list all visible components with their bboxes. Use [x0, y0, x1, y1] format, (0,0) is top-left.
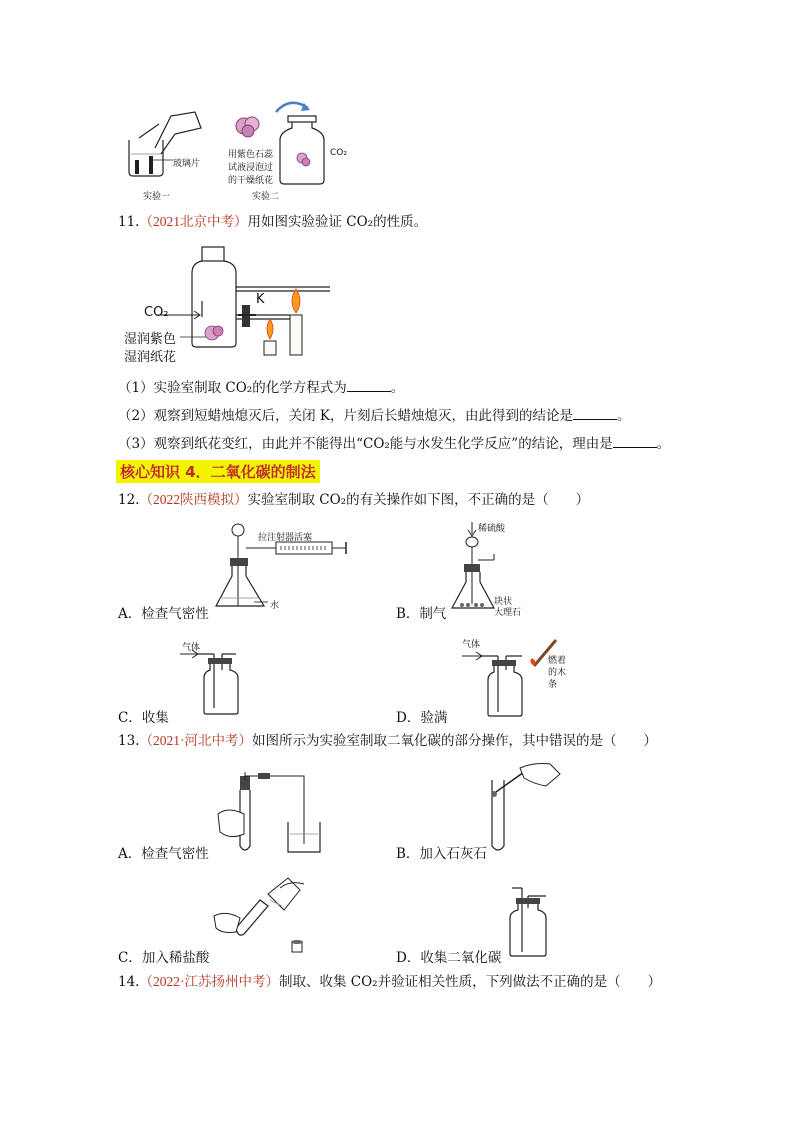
q13-figure-a — [214, 770, 326, 856]
flower-note-line3: 的干燥纸花 — [228, 176, 274, 186]
experiment-1-label: 实验一 — [143, 192, 171, 202]
question-number: 12. — [118, 492, 140, 508]
question-11 — [118, 212, 427, 232]
q12-stick-line3: 条 — [548, 680, 558, 690]
question-stem: 用如图实验验证 CO₂的性质。 — [247, 214, 428, 230]
q13-figure-c — [210, 870, 310, 960]
q11-sub1 — [118, 378, 404, 398]
flower-note-line1: 用紫色石蕊 — [228, 150, 274, 160]
q13-option-a[interactable]: A．检查气密性 — [118, 846, 209, 862]
flower-icon — [232, 114, 264, 140]
q12-water-label: 水 — [270, 601, 280, 611]
q12-stone-line2: 大理石 — [494, 608, 522, 618]
co2-jar-diagram — [268, 96, 328, 190]
q13-option-b[interactable]: B．加入石灰石 — [396, 846, 487, 862]
q12-acid-label: 稀硫酸 — [478, 524, 506, 534]
q11-sub1-end: 。 — [390, 380, 405, 396]
q12-d-gas-label: 气体 — [462, 640, 481, 650]
q13-figure-d — [502, 884, 552, 958]
q11-flower-line2: 湿润纸花 — [124, 350, 177, 365]
experiment-1-diagram — [125, 110, 205, 180]
q11-sub2-text: （2）观察到短蜡烛熄灭后，关闭 K，片刻后长蜡烛熄灭，由此得到的结论是 — [118, 408, 573, 424]
q12-option-d[interactable]: D．验满 — [396, 710, 448, 726]
q12-stone-line1: 块状 — [494, 597, 513, 607]
answer-blank[interactable] — [347, 379, 391, 392]
q11-sub3-text: （3）观察到纸花变红，由此并不能得出“CO₂能与水发生化学反应”的结论，理由是 — [118, 436, 613, 452]
flower-note-line2: 试液浸泡过 — [228, 163, 274, 173]
question-number: 14. — [118, 974, 140, 990]
q12-stick-line1: 燃着 — [548, 656, 567, 666]
experiment-2-label: 实验二 — [252, 192, 280, 202]
question-13 — [118, 731, 657, 751]
q12-syringe-label: 拉注射器活塞 — [258, 533, 313, 543]
q13-option-c[interactable]: C．加入稀盐酸 — [118, 950, 210, 966]
q11-sub2 — [118, 406, 630, 426]
question-stem: 实验室制取 CO₂的有关操作如下图，不正确的是（ ） — [247, 492, 590, 508]
answer-blank[interactable] — [613, 435, 657, 448]
q11-sub3 — [118, 434, 670, 454]
q12-c-gas-label: 气体 — [182, 643, 201, 653]
q11-sub1-text: （1）实验室制取 CO₂的化学方程式为 — [118, 380, 347, 396]
q12-option-a[interactable]: A．检查气密性 — [118, 606, 209, 622]
question-number: 11. — [118, 214, 140, 230]
question-source: （2021北京中考） — [139, 214, 248, 229]
question-12 — [118, 490, 589, 510]
q11-sub3-end: 。 — [656, 436, 671, 452]
q11-co2-label: CO₂ — [144, 305, 169, 320]
q11-flower-line1: 湿润紫色 — [124, 332, 177, 347]
co2-label-top: CO₂ — [330, 148, 347, 158]
q12-option-c[interactable]: C．收集 — [118, 710, 169, 726]
answer-blank[interactable] — [573, 407, 617, 420]
question-source: （2022陕西模拟） — [139, 492, 248, 507]
q12-option-b[interactable]: B．制气 — [396, 606, 447, 622]
question-number: 13. — [118, 733, 140, 749]
question-14 — [118, 972, 661, 992]
q13-option-d[interactable]: D．收集二氧化碳 — [396, 950, 502, 966]
section-heading: 核心知识 4．二氧化碳的制法 — [116, 460, 320, 483]
question-stem: 制取、收集 CO₂并验证相关性质，下列做法不正确的是（ ） — [278, 974, 662, 990]
question-source: （2021·河北中考） — [139, 733, 252, 748]
q13-figure-b — [480, 762, 566, 856]
q11-k-label: K — [256, 292, 265, 307]
q12-stick-line2: 的木 — [548, 668, 567, 678]
question-stem: 如图所示为实验室制取二氧化碳的部分操作，其中错误的是（ ） — [251, 733, 657, 749]
q11-sub2-end: 。 — [616, 408, 631, 424]
glass-plate-label: 玻璃片 — [173, 159, 201, 169]
question-source: （2022·江苏扬州中考） — [139, 974, 279, 989]
